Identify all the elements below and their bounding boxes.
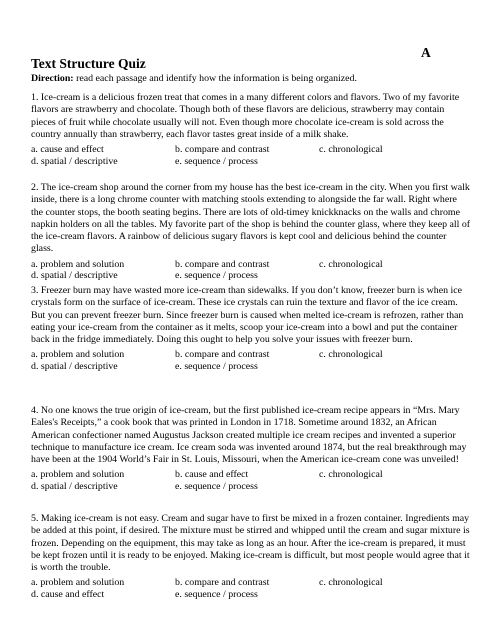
question-1-option-c[interactable]: c. chronological	[319, 144, 383, 156]
question-1	[31, 92, 471, 167]
question-5-option-e[interactable]: e. sequence / process	[175, 589, 258, 601]
question-5-passage: 5. Making ice-cream is not easy. Cream and sugar have to first be mixed in a frozen container. Ingredients may be added at this point, if desired. The mixture must be stirred and whipped until the cream and sugar mixture is frozen. Depending on the equipment, this may take as long as an hour. After the ice-cream is prepared, it must be kept frozen until it is ready to be enjoyed. Making ice-cream is difficult, but most people would agree that it is worth the trouble.	[31, 513, 470, 574]
question-5-options	[31, 577, 471, 600]
page-title: Text Structure Quiz	[31, 56, 146, 71]
question-1-option-d[interactable]: d. spatial / descriptive	[31, 155, 118, 167]
question-3-option-d[interactable]: d. spatial / descriptive	[31, 361, 118, 373]
question-3-option-e[interactable]: e. sequence / process	[175, 361, 258, 373]
question-1-options	[31, 144, 471, 167]
question-2-option-c[interactable]: c. chronological	[319, 258, 383, 270]
question-2-option-a[interactable]: a. problem and solution	[31, 258, 125, 270]
question-4-option-c[interactable]: c. chronological	[319, 469, 383, 481]
question-1-option-a[interactable]: a. cause and effect	[31, 144, 104, 156]
question-2-option-d[interactable]: d. spatial / descriptive	[31, 270, 118, 282]
question-2-passage: 2. The ice-cream shop around the corner from my house has the best ice-cream in the city. When you first walk inside, there is a long chrome counter with matching stools extending to alongside the far wall. Right where the counter stops, the booth seating begins. There are lots of old-timey knickknacks on the walls and chrome napkin holders on all the tables. My favorite part of the shop is behind the counter glass, where they keep all of the ice-cream flavors. A rainbow of delicious sugary flavors is kept cool and delicious behind the counter glass.	[31, 182, 471, 255]
question-4	[31, 405, 471, 493]
question-5-option-a[interactable]: a. problem and solution	[31, 577, 125, 589]
question-3	[31, 285, 471, 373]
question-4-option-a[interactable]: a. problem and solution	[31, 469, 125, 481]
question-3-option-b[interactable]: b. compare and contrast	[175, 349, 270, 361]
question-2-option-e[interactable]: e. sequence / process	[175, 270, 258, 282]
question-5-option-c[interactable]: c. chronological	[319, 577, 383, 589]
directions	[31, 73, 471, 85]
question-3-option-c[interactable]: c. chronological	[319, 349, 383, 361]
question-2-option-b[interactable]: b. compare and contrast	[175, 258, 270, 270]
question-3-passage: 3. Freezer burn may have wasted more ice-cream than sidewalks. If you don’t know, freezer burn is when ice crystals form on the surface of ice-cream. These ice crystals can ruin the texture and flavor of the ice cream. But you can prevent freezer burn. Since freezer burn is caused when melted ice-cream is refrozen, rather than eating your ice-cream from the container as it melts, scoop your ice-cream into a bowl and put the container back in the fridge immediately. Doing this ought to help you solve your issues with freezer burn.	[31, 285, 464, 346]
question-4-options	[31, 469, 471, 492]
question-1-passage: 1. Ice-cream is a delicious frozen treat that comes in a many different colors and flavors. Two of my favorite flavors are strawberry and chocolate. Though both of these flavors are delicious, strawberry may contain pieces of fruit while chocolate usually will not. Even though more chocolate ice-cream is sold across the country annually than strawberry, each flavor tastes great inside of a milk shake.	[31, 92, 460, 140]
version-letter: A	[421, 45, 431, 60]
question-1-option-e[interactable]: e. sequence / process	[175, 155, 258, 167]
direction-label: Direction:	[31, 73, 74, 84]
question-2	[31, 182, 471, 282]
question-5	[31, 513, 471, 601]
question-4-passage: 4. No one knows the true origin of ice-cream, but the first published ice-cream recipe appears in “Mrs. Mary Eales's Receipts,” a cook book that was printed in London in 1718. Sometime around 1832, an African American confectioner named Augustus Jackson created multiple ice cream recipes and invented a superior technique to manufacture ice cream. Ice cream soda was invented around 1874, but the real breakthrough may have been at the 1904 World’s Fair in St. Louis, Missouri, when the American ice-cream cone was unveiled!	[31, 405, 467, 466]
question-4-option-e[interactable]: e. sequence / process	[175, 481, 258, 493]
question-5-option-b[interactable]: b. compare and contrast	[175, 577, 270, 589]
question-5-option-d[interactable]: d. cause and effect	[31, 589, 105, 601]
direction-text: read each passage and identify how the information is being organized.	[76, 73, 357, 84]
question-3-option-a[interactable]: a. problem and solution	[31, 349, 125, 361]
question-4-option-b[interactable]: b. cause and effect	[175, 469, 249, 481]
question-3-options	[31, 349, 471, 372]
question-1-option-b[interactable]: b. compare and contrast	[175, 144, 270, 156]
question-4-option-d[interactable]: d. spatial / descriptive	[31, 481, 118, 493]
question-2-options	[31, 259, 471, 282]
